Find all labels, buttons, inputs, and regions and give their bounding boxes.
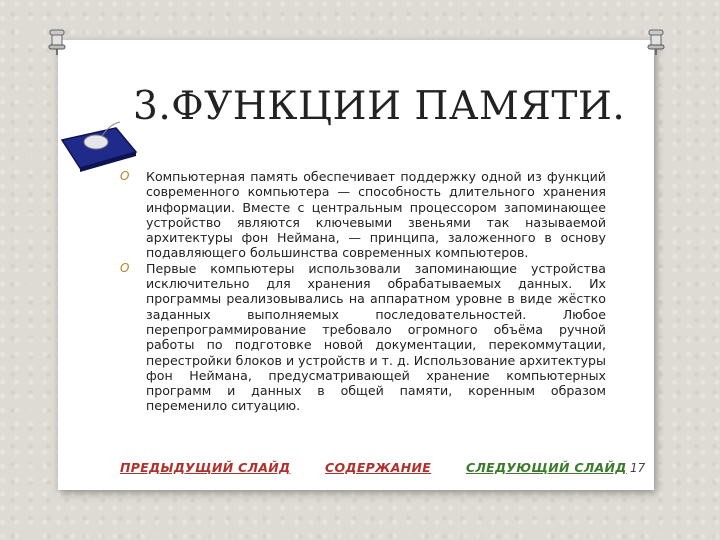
pushpin-icon [645, 28, 667, 56]
page-number: 17 [630, 461, 646, 475]
bullet-icon: O [120, 260, 130, 275]
body-paragraph [120, 169, 606, 261]
contents-link[interactable]: СОДЕРЖАНИЕ [325, 460, 432, 475]
paragraph-text: Компьютерная память обеспечивает поддержку одной из функций современного компьютера — способность длительного хранения информации. Вместе с центральным процессором запоминающее устройство являются ключевыми звеньями так называемой архитектуры фон Неймана, — принципа, заложенного в основу подавляющего большинства современных компьютеров. [146, 169, 606, 261]
previous-slide-link[interactable]: ПРЕДЫДУЩИЙ СЛАЙД [120, 460, 291, 475]
pushpin-icon [46, 28, 68, 56]
next-slide-link[interactable]: СЛЕДУЮЩИЙ СЛАЙД [466, 460, 627, 475]
mouse-pad-icon [58, 118, 138, 174]
bullet-icon: O [120, 169, 130, 183]
body-paragraph [120, 261, 606, 414]
slide-body [120, 169, 606, 414]
slide-title: 3.ФУНКЦИИ ПАМЯТИ. [133, 84, 626, 129]
paragraph-text: Первые компьютеры использовали запоминающие устройства исключительно для хранения обрабатываемых данных. Их программы реализовывались на аппаратном уровне в виде жёстко заданных выполняемых последовательностей. Любое перепрограммирование требовало огромного объёма ручной работы по подготовке новой документации, перекоммутации, перестройки блоков и устройств и т. д. Использование архитектуры фон Неймана, предусматривающей хранение компьютерных программ и данных в общей памяти, коренным образом переменило ситуацию. [146, 260, 606, 414]
